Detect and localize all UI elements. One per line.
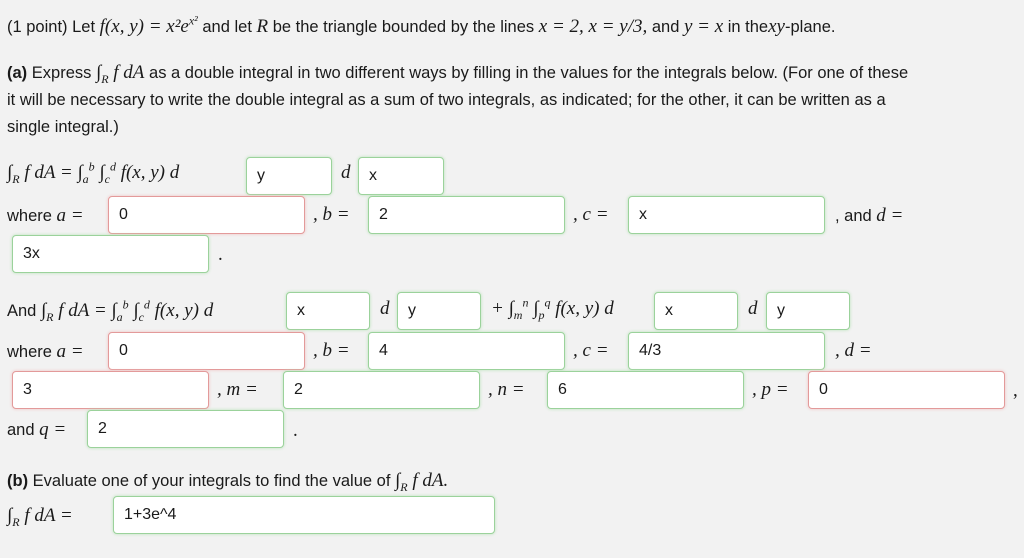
second-var1-input[interactable]: x bbox=[286, 292, 370, 330]
part-a-line3: single integral.) bbox=[7, 118, 119, 136]
second-n-input[interactable]: 6 bbox=[547, 371, 744, 409]
first-b-input[interactable]: 2 bbox=[368, 196, 565, 234]
part-a-line1: (a) Express $\int_R$ f dA as a double integral in two different ways by filling in the values for the integrals below. (For one of these bbox=[7, 62, 909, 86]
second-integral-expression: And $\int_R$ f dA = $\int_a^b$ $\int_c^d$ f(x, y) d bbox=[7, 297, 214, 324]
second-c-input[interactable]: 4/3 bbox=[628, 332, 825, 370]
first-and-d-label: , and d = bbox=[835, 205, 904, 226]
first-a-input[interactable]: 0 bbox=[108, 196, 305, 234]
second-b-input[interactable]: 4 bbox=[368, 332, 565, 370]
first-outer-var-input[interactable]: x bbox=[358, 157, 444, 195]
second-and-q-label: and q = bbox=[7, 419, 67, 440]
first-inner-var-input[interactable]: y bbox=[246, 157, 332, 195]
part-b-line: (b) Evaluate one of your integrals to find the value of $\int_R$ f dA. bbox=[7, 470, 449, 494]
first-integral-expression: $\int_R$ f dA = $\int_a^b$ $\int_c^d$ f(x, y) d bbox=[7, 159, 180, 186]
part-b-answer-input[interactable]: 1+3e^4 bbox=[113, 496, 495, 534]
second-where-label: where a = bbox=[7, 341, 84, 362]
f-definition: f(x, $y) = x^2e^{x^2}$ bbox=[99, 13, 198, 37]
part-a-line2: it will be necessary to write the double integral as a sum of two integrals, as indicated; for the other, it can be written as a bbox=[7, 91, 886, 109]
second-d-input[interactable]: 3 bbox=[12, 371, 209, 409]
second-m-input[interactable]: 2 bbox=[283, 371, 480, 409]
second-var4-input[interactable]: y bbox=[766, 292, 850, 330]
part-b-lhs: $\int_R$ f dA = bbox=[7, 505, 73, 529]
first-where-label: where a = bbox=[7, 205, 84, 226]
second-var2-input[interactable]: y bbox=[397, 292, 481, 330]
second-q-input[interactable]: 2 bbox=[87, 410, 284, 448]
second-var3-input[interactable]: x bbox=[654, 292, 738, 330]
second-a-input[interactable]: 0 bbox=[108, 332, 305, 370]
second-p-input[interactable]: 0 bbox=[808, 371, 1005, 409]
first-c-input[interactable]: x bbox=[628, 196, 825, 234]
problem-statement: (1 point) Let f(x, $y) = x^2e^{x^2}$ and let R be the triangle bounded by the lines x = 2, x = y/3, and y = x in thexy-plane. bbox=[7, 13, 836, 37]
first-d-input[interactable]: 3x bbox=[12, 235, 209, 273]
